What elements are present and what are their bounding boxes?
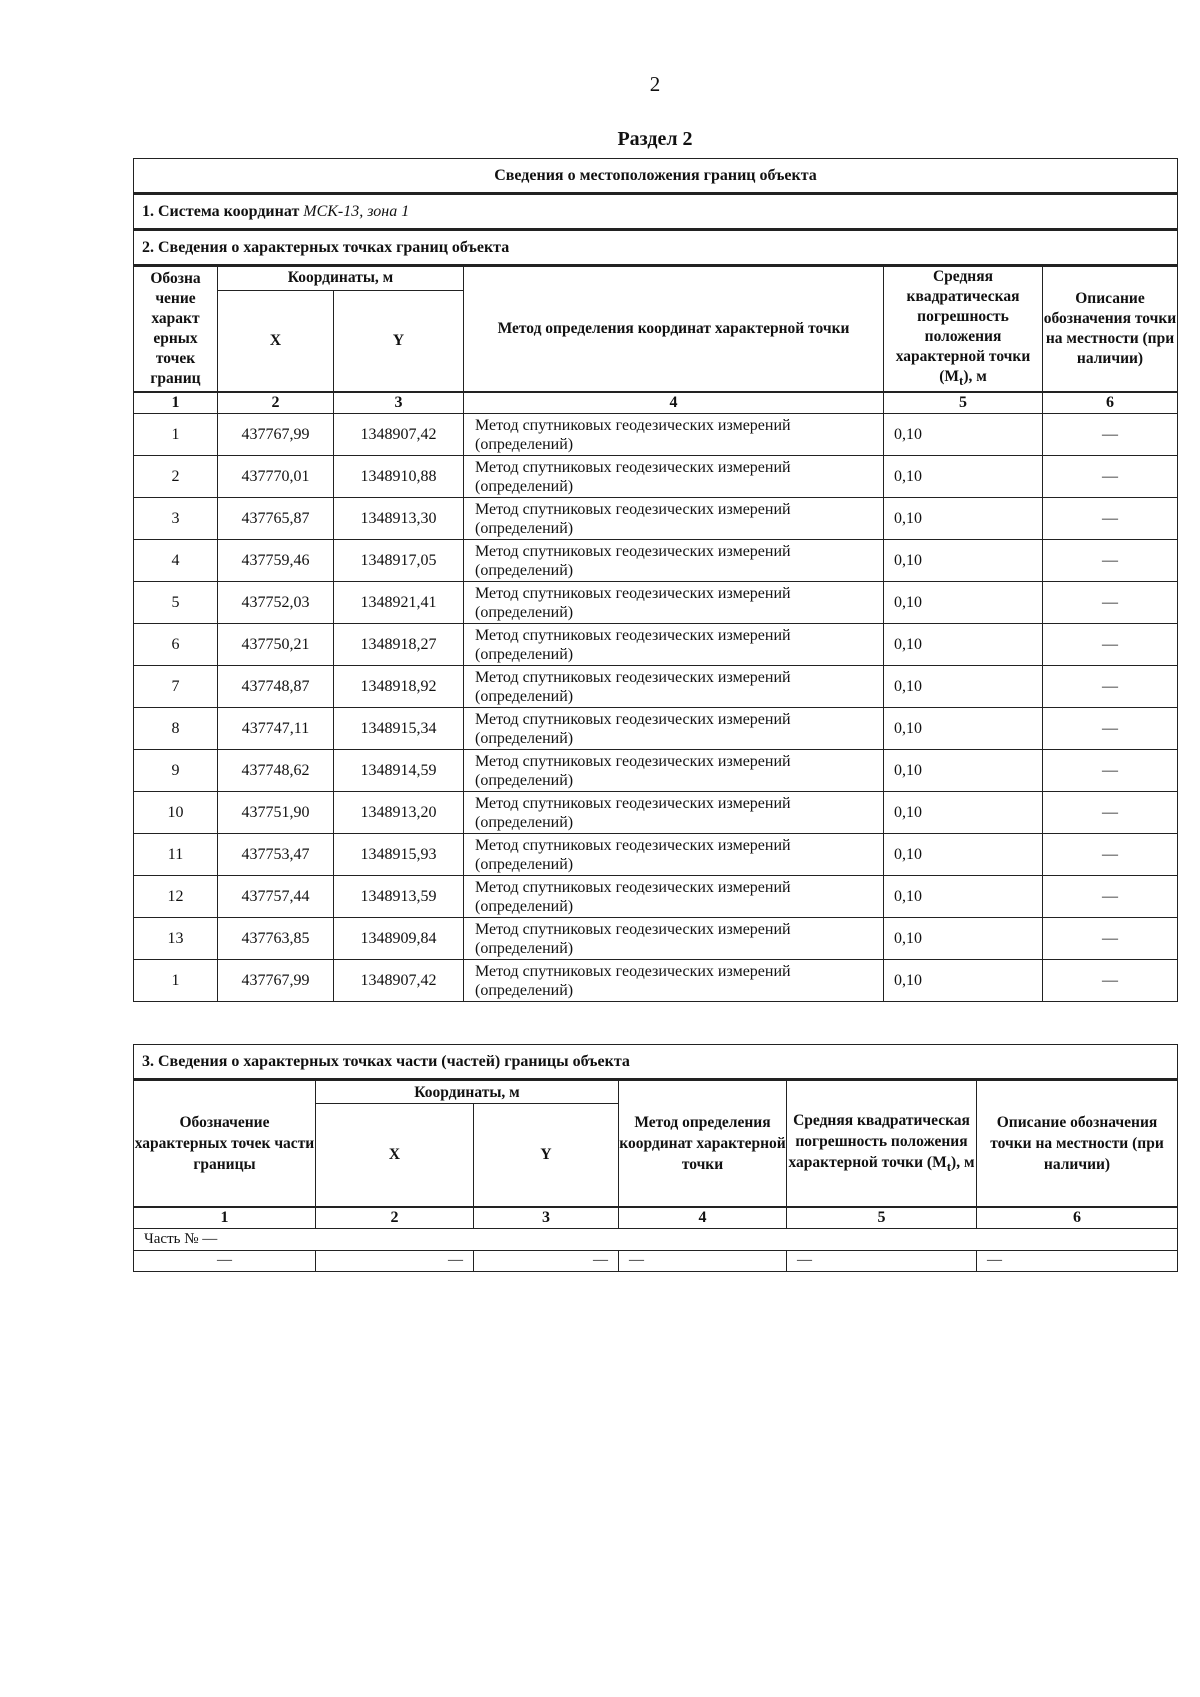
column-number: 1 xyxy=(134,392,218,414)
y-coordinate-cell: 1348909,84 xyxy=(334,918,464,960)
description-cell: — xyxy=(1043,666,1178,708)
table-title: Сведения о местоположения границ объекта xyxy=(134,159,1178,194)
section-title: Раздел 2 xyxy=(617,128,693,150)
part-header-error-text: Средняя квадратическая погрешность положения характерной точки (M xyxy=(788,1111,970,1171)
x-coordinate-cell: 437763,85 xyxy=(218,918,334,960)
y-coordinate-cell: 1348910,88 xyxy=(334,456,464,498)
table-row xyxy=(134,582,1178,624)
point-number-cell: 8 xyxy=(134,708,218,750)
description-cell: — xyxy=(1043,792,1178,834)
point-number-cell: 1 xyxy=(134,960,218,1002)
x-coordinate-cell: 437767,99 xyxy=(218,414,334,456)
x-coordinate-cell: 437748,62 xyxy=(218,750,334,792)
point-number-cell: 11 xyxy=(134,834,218,876)
table-row xyxy=(134,750,1178,792)
method-cell: Метод спутниковых геодезических измерений (определений) xyxy=(464,960,884,1002)
part-table-title: 3. Сведения о характерных точках части (частей) границы объекта xyxy=(134,1045,1178,1080)
part-header-error-suffix: ), м xyxy=(951,1153,975,1171)
y-coordinate-cell: 1348915,34 xyxy=(334,708,464,750)
x-coordinate-cell: 437752,03 xyxy=(218,582,334,624)
part-header-point-designation: Обозначение характерных точек части границы xyxy=(134,1080,316,1207)
description-cell: — xyxy=(1043,834,1178,876)
header-error xyxy=(884,266,1043,393)
table-row xyxy=(134,792,1178,834)
point-number-cell: 12 xyxy=(134,876,218,918)
dash-cell: — xyxy=(977,1250,1178,1271)
header-error-sub: t xyxy=(959,373,964,389)
part-header-y: Y xyxy=(474,1104,619,1207)
column-number: 6 xyxy=(977,1207,1178,1229)
method-cell: Метод спутниковых геодезических измерений (определений) xyxy=(464,540,884,582)
point-number-cell: 7 xyxy=(134,666,218,708)
method-cell: Метод спутниковых геодезических измерений (определений) xyxy=(464,624,884,666)
dash-cell: — xyxy=(134,1250,316,1271)
page-number: 2 xyxy=(649,72,661,96)
point-number-cell: 1 xyxy=(134,414,218,456)
column-number: 4 xyxy=(619,1207,787,1229)
part-header-method: Метод определения координат характерной точки xyxy=(619,1080,787,1207)
method-cell: Метод спутниковых геодезических измерений (определений) xyxy=(464,456,884,498)
description-cell: — xyxy=(1043,414,1178,456)
error-cell: 0,10 xyxy=(884,876,1043,918)
x-coordinate-cell: 437747,11 xyxy=(218,708,334,750)
method-cell: Метод спутниковых геодезических измерений (определений) xyxy=(464,414,884,456)
header-y: Y xyxy=(334,290,464,392)
x-coordinate-cell: 437753,47 xyxy=(218,834,334,876)
point-number-cell: 9 xyxy=(134,750,218,792)
description-cell: — xyxy=(1043,582,1178,624)
x-coordinate-cell: 437770,01 xyxy=(218,456,334,498)
table-row xyxy=(134,456,1178,498)
dash-cell: — xyxy=(316,1250,474,1271)
x-coordinate-cell: 437748,87 xyxy=(218,666,334,708)
table-row xyxy=(134,918,1178,960)
x-coordinate-cell: 437765,87 xyxy=(218,498,334,540)
y-coordinate-cell: 1348915,93 xyxy=(334,834,464,876)
dash-cell: — xyxy=(787,1250,977,1271)
header-x: X xyxy=(218,290,334,392)
description-cell: — xyxy=(1043,750,1178,792)
table-row xyxy=(134,624,1178,666)
x-coordinate-cell: 437759,46 xyxy=(218,540,334,582)
part-header-coordinates: Координаты, м xyxy=(316,1080,619,1104)
x-coordinate-cell: 437767,99 xyxy=(218,960,334,1002)
description-cell: — xyxy=(1043,960,1178,1002)
y-coordinate-cell: 1348913,20 xyxy=(334,792,464,834)
header-method: Метод определения координат характерной точки xyxy=(464,266,884,393)
part-dash-row xyxy=(134,1250,1178,1271)
error-cell: 0,10 xyxy=(884,666,1043,708)
x-coordinate-cell: 437757,44 xyxy=(218,876,334,918)
coordinate-system-label: 1. Система координат xyxy=(142,202,304,220)
table-row xyxy=(134,540,1178,582)
part-header-error-sub: t xyxy=(946,1158,952,1174)
point-number-cell: 5 xyxy=(134,582,218,624)
column-number: 5 xyxy=(884,392,1043,414)
method-cell: Метод спутниковых геодезических измерений (определений) xyxy=(464,792,884,834)
method-cell: Метод спутниковых геодезических измерений (определений) xyxy=(464,498,884,540)
description-cell: — xyxy=(1043,918,1178,960)
description-cell: — xyxy=(1043,456,1178,498)
coordinate-system-value: МСК-13, зона 1 xyxy=(303,202,410,220)
method-cell: Метод спутниковых геодезических измерений (определений) xyxy=(464,666,884,708)
error-cell: 0,10 xyxy=(884,414,1043,456)
description-cell: — xyxy=(1043,708,1178,750)
point-number-cell: 6 xyxy=(134,624,218,666)
header-coordinates: Координаты, м xyxy=(218,266,464,291)
y-coordinate-cell: 1348918,92 xyxy=(334,666,464,708)
method-cell: Метод спутниковых геодезических измерений (определений) xyxy=(464,834,884,876)
y-coordinate-cell: 1348921,41 xyxy=(334,582,464,624)
point-number-cell: 10 xyxy=(134,792,218,834)
error-cell: 0,10 xyxy=(884,834,1043,876)
part-points-table xyxy=(133,1044,1178,1272)
part-header-x: X xyxy=(316,1104,474,1207)
y-coordinate-cell: 1348907,42 xyxy=(334,414,464,456)
error-cell: 0,10 xyxy=(884,792,1043,834)
error-cell: 0,10 xyxy=(884,960,1043,1002)
error-cell: 0,10 xyxy=(884,540,1043,582)
error-cell: 0,10 xyxy=(884,708,1043,750)
method-cell: Метод спутниковых геодезических измерений (определений) xyxy=(464,750,884,792)
table-row xyxy=(134,666,1178,708)
x-coordinate-cell: 437751,90 xyxy=(218,792,334,834)
error-cell: 0,10 xyxy=(884,582,1043,624)
column-number: 6 xyxy=(1043,392,1178,414)
column-number: 3 xyxy=(334,392,464,414)
y-coordinate-cell: 1348914,59 xyxy=(334,750,464,792)
header-error-suffix: ), м xyxy=(963,368,987,385)
error-cell: 0,10 xyxy=(884,750,1043,792)
point-number-cell: 3 xyxy=(134,498,218,540)
column-number: 2 xyxy=(218,392,334,414)
table-row xyxy=(134,708,1178,750)
points-section-title: 2. Сведения о характерных точках границ объекта xyxy=(134,230,1178,266)
part-header-description: Описание обозначения точки на местности (при наличии) xyxy=(977,1080,1178,1207)
point-number-cell: 13 xyxy=(134,918,218,960)
part-label-row xyxy=(134,1228,1178,1250)
point-number-cell: 2 xyxy=(134,456,218,498)
error-cell: 0,10 xyxy=(884,918,1043,960)
table-row xyxy=(134,498,1178,540)
y-coordinate-cell: 1348913,30 xyxy=(334,498,464,540)
error-cell: 0,10 xyxy=(884,624,1043,666)
y-coordinate-cell: 1348918,27 xyxy=(334,624,464,666)
description-cell: — xyxy=(1043,624,1178,666)
column-number: 5 xyxy=(787,1207,977,1229)
y-coordinate-cell: 1348907,42 xyxy=(334,960,464,1002)
method-cell: Метод спутниковых геодезических измерений (определений) xyxy=(464,918,884,960)
header-description: Описание обозначения точки на местности (при наличии) xyxy=(1043,266,1178,393)
column-number-row xyxy=(134,392,1178,414)
error-cell: 0,10 xyxy=(884,456,1043,498)
description-cell: — xyxy=(1043,540,1178,582)
point-number-cell: 4 xyxy=(134,540,218,582)
method-cell: Метод спутниковых геодезических измерений (определений) xyxy=(464,582,884,624)
column-number: 4 xyxy=(464,392,884,414)
part-label: Часть № — xyxy=(134,1228,1178,1250)
table-row xyxy=(134,414,1178,456)
points-body xyxy=(134,414,1178,1002)
column-number: 2 xyxy=(316,1207,474,1229)
dash-cell: — xyxy=(474,1250,619,1271)
column-number: 3 xyxy=(474,1207,619,1229)
part-header-error xyxy=(787,1080,977,1207)
method-cell: Метод спутниковых геодезических измерений (определений) xyxy=(464,708,884,750)
table-row xyxy=(134,834,1178,876)
column-number: 1 xyxy=(134,1207,316,1229)
dash-cell: — xyxy=(619,1250,787,1271)
y-coordinate-cell: 1348913,59 xyxy=(334,876,464,918)
description-cell: — xyxy=(1043,498,1178,540)
table-row xyxy=(134,876,1178,918)
table-row xyxy=(134,960,1178,1002)
x-coordinate-cell: 437750,21 xyxy=(218,624,334,666)
y-coordinate-cell: 1348917,05 xyxy=(334,540,464,582)
header-error-text: Средняя квадратическая погрешность положения характерной точки (M xyxy=(895,268,1031,385)
error-cell: 0,10 xyxy=(884,498,1043,540)
header-point-designation: Обозна чение характ ерных точек границ xyxy=(134,266,218,393)
part-column-number-row xyxy=(134,1207,1178,1229)
description-cell: — xyxy=(1043,876,1178,918)
method-cell: Метод спутниковых геодезических измерений (определений) xyxy=(464,876,884,918)
boundary-points-table xyxy=(133,158,1178,1002)
coordinate-system-row xyxy=(134,194,1178,230)
